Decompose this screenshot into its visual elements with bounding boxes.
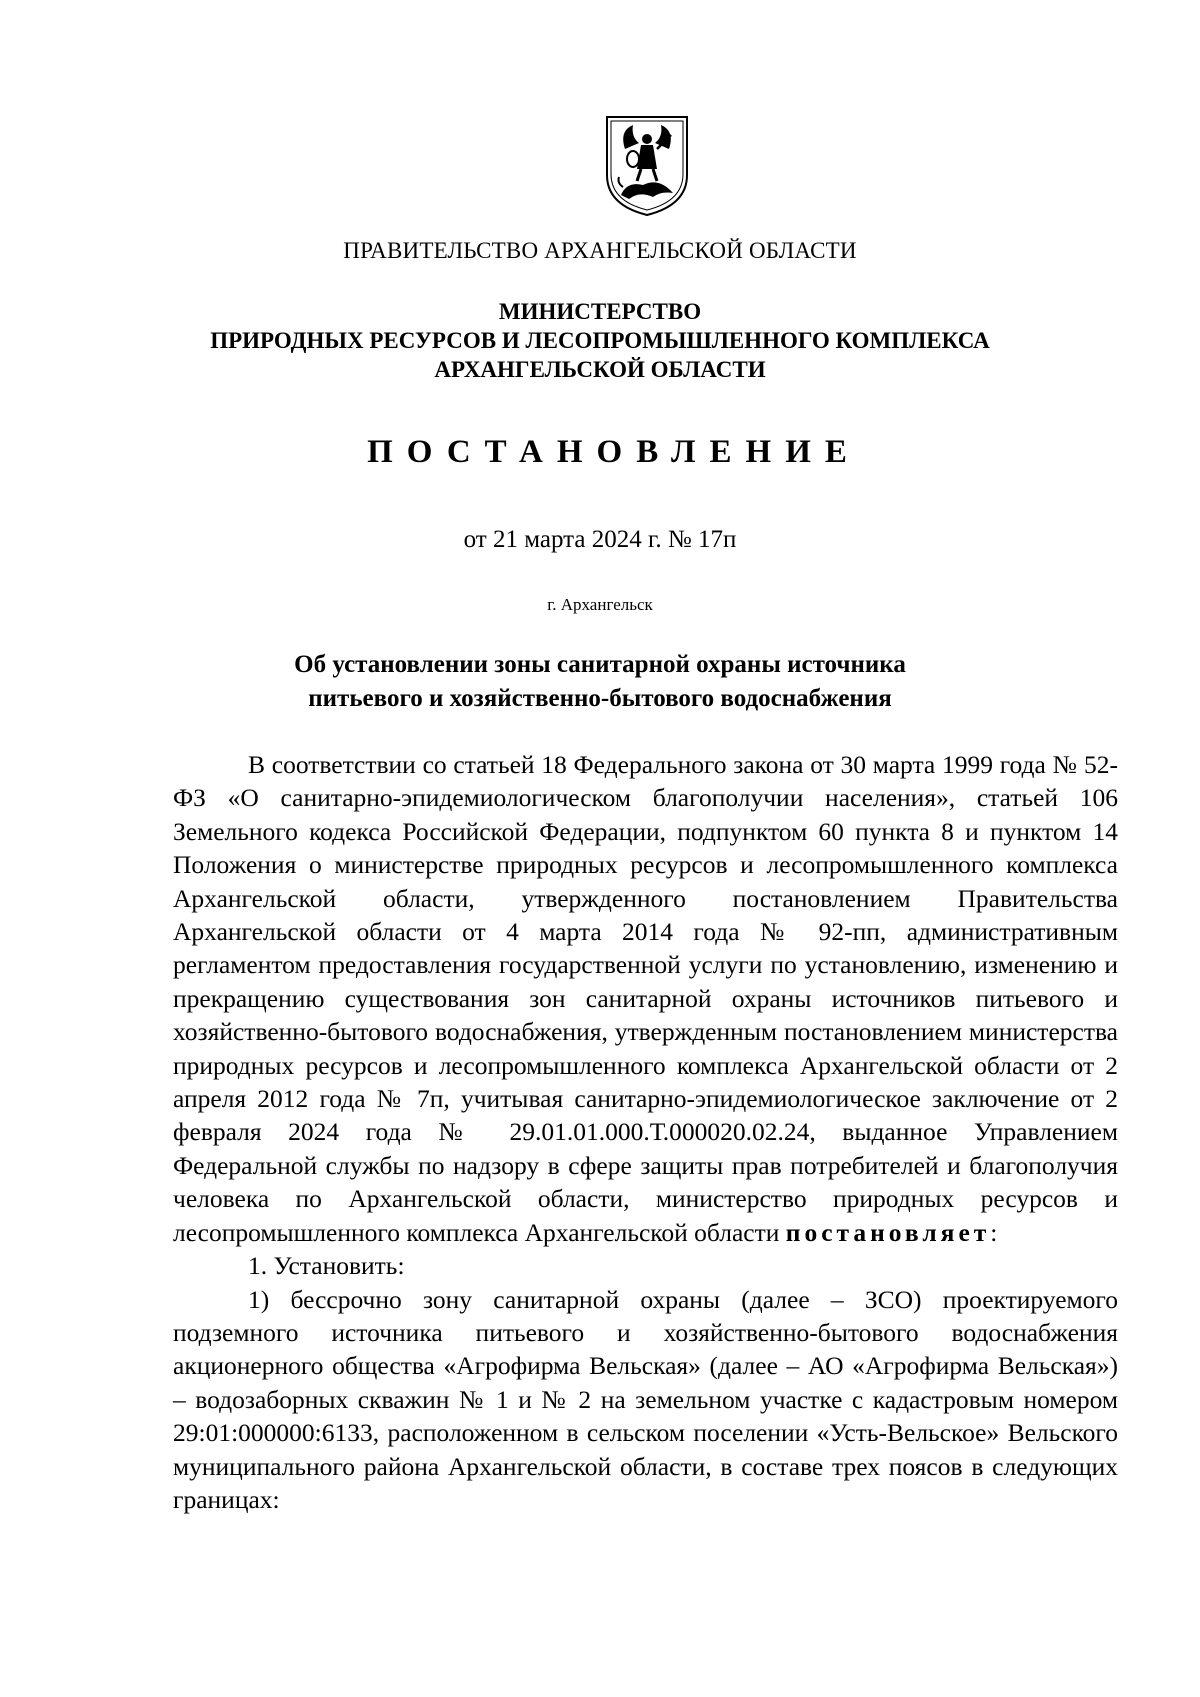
ministry-line-2: ПРИРОДНЫХ РЕСУРСОВ И ЛЕСОПРОМЫШЛЕННОГО КОМПЛЕКСА [210,328,990,353]
document-city: г. Архангельск [547,595,653,614]
resolves-colon: : [990,1217,998,1247]
ministry-line-3: АРХАНГЕЛЬСКОЙ ОБЛАСТИ [434,357,766,382]
ministry-line-1: МИНИСТЕРСТВО [498,299,702,324]
preamble-paragraph [173,748,1118,1249]
government-name: ПРАВИТЕЛЬСТВО АРХАНГЕЛЬСКОЙ ОБЛАСТИ [343,238,857,263]
item-1: 1. Установить: [248,1251,405,1281]
document-body [173,748,1118,1516]
document-subject [0,648,1200,716]
ministry-name [0,297,1200,384]
preamble-text: В соответствии со статьей 18 Федерального закона от 30 марта 1999 года № 52-ФЗ «О санитарно-эпидемиологическом благополучии населения», статьей 106 Земельного кодекса Российской Федерации, подпунктом 60 пункта 8 и пунктом 14 Положения о министерстве природных ресурсов и лесопромышленного комплекса Архангельской области, утвержденного постановлением Правительства Архангельской области от 4 марта 2014 года № 92-пп, административным регламентом предоставления государственной услуги по установлению, изменению и прекращению существования зон санитарной охраны источников питьевого и хозяйственно-бытового водоснабжения, утвержденным постановлением министерства природных ресурсов и лесопромышленного комплекса Архангельской области от 2 апреля 2012 года № 7п, учитывая санитарно-эпидемиологическое заключение от 2 февраля 2024 года № 29.01.01.000.Т.000020.02.24, выданное Управлением Федеральной службы по надзору в сфере защиты прав потребителей и благополучия человека по Архангельской области, министерство природных ресурсов и лесопромышленного комплекса Архангельской области [173,750,1118,1247]
resolves-word: постановляет [785,1217,991,1247]
item-1-1: 1) бессрочно зону санитарной охраны (далее – ЗСО) проектируемого подземного источника питьевого и хозяйственно-бытового водоснабжения акционерного общества «Агрофирма Вельская» (далее – АО «Агрофирма Вельская») – водозаборных скважин № 1 и № 2 на земельном участке с кадастровым номером 29:01:000000:6133, расположенном в сельском поселении «Усть-Вельское» Вельского муниципального района Архангельской области, в составе трех поясов в следующих границах: [173,1284,1118,1514]
document-type: ПОСТАНОВЛЕНИЕ [367,434,861,470]
document-date-number: от 21 марта 2024 г. № 17п [463,526,737,553]
subject-line-2: питьевого и хозяйственно-бытового водоснабжения [308,685,892,712]
coat-of-arms-icon [603,113,691,218]
subject-line-1: Об установлении зоны санитарной охраны источника [294,651,906,678]
